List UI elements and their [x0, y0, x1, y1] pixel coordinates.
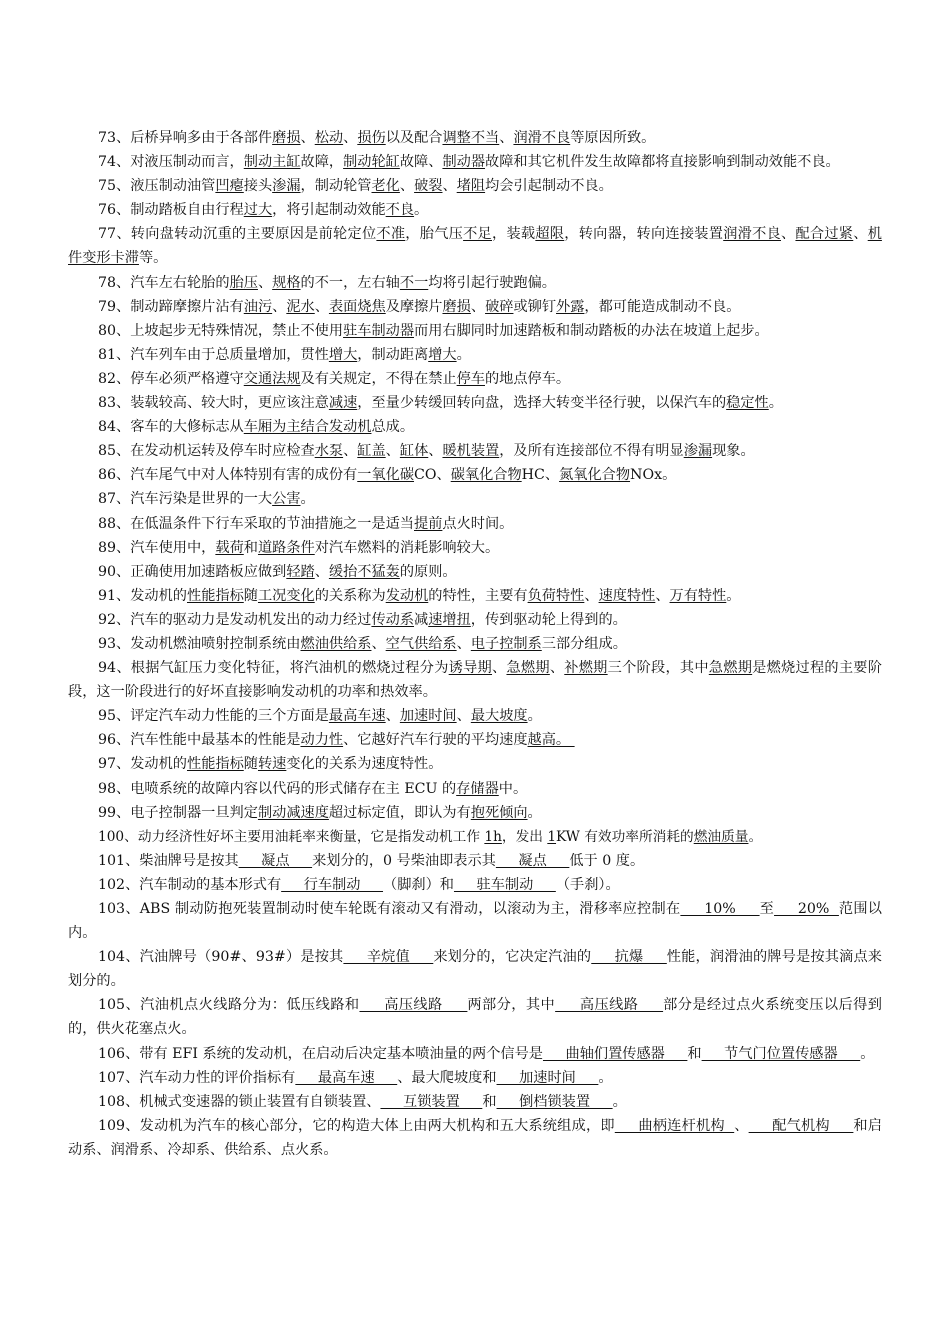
question-text: 、: [499, 130, 514, 146]
answer-blank: 性能指标: [187, 587, 244, 604]
answer-blank: 诱导期: [448, 660, 493, 677]
answer-blank: 碳氧化合物: [450, 467, 522, 484]
question-text: 。: [527, 804, 542, 821]
question-text: 、最大爬坡度和: [397, 1069, 497, 1086]
answer-blank: 制动轮缸: [343, 154, 400, 171]
answer-blank: 制动器: [442, 154, 486, 171]
answer-blank: 车厢为主结合发动机: [243, 419, 372, 436]
answer-blank: 损伤: [357, 130, 386, 146]
answer-blank: 存储器: [456, 780, 499, 797]
question-item: [68, 1090, 882, 1114]
answer-blank: 凹瘪: [215, 178, 244, 195]
answer-blank: 油污: [243, 298, 273, 315]
question-text: 86、汽车尾气中对人体特别有害的成份有: [98, 467, 358, 484]
question-text: 101、柴油牌号是按其: [98, 852, 239, 869]
answer-blank: 驻车制动: [453, 876, 556, 893]
answer-blank: 减速: [328, 395, 358, 412]
question-text: 94、根据气缸压力变化特征，将汽油机的燃烧过程分为: [98, 660, 449, 677]
question-text: 等。: [138, 250, 168, 267]
question-item: [68, 560, 882, 584]
question-text: 88、在低温条件下行车采取的节油措施之一是适当: [98, 515, 414, 532]
question-text: 而用右脚同时加速踏板和制动踏板的办法在坡道上起步。: [414, 322, 769, 339]
question-text: ，将引起制动效能: [272, 202, 386, 219]
answer-blank: 急燃期: [506, 660, 550, 677]
question-text: 。: [768, 395, 783, 412]
answer-blank: 润滑不良: [513, 130, 571, 146]
answer-blank: 急燃期: [708, 660, 753, 677]
answer-blank: 渗漏: [272, 178, 301, 195]
question-text: 、: [492, 660, 507, 677]
question-item: [68, 801, 882, 825]
question-text: 。: [748, 828, 763, 845]
question-text: 108、机械式变速器的锁止装置有自锁装置、: [98, 1093, 381, 1110]
answer-blank: 泥水: [286, 298, 315, 315]
question-text: 。: [414, 202, 429, 219]
question-text: 、: [853, 226, 868, 243]
question-item: [68, 704, 882, 728]
question-text: 93、发动机燃油喷射控制系统由: [98, 635, 301, 652]
question-text: 100、动力经济性好坏主要用油耗率来衡量，它是指发动机工作: [98, 828, 485, 845]
question-text: 99、电子控制器一旦判定: [98, 804, 258, 821]
question-text: 84、客车的大修标志从: [98, 419, 244, 436]
question-text: 的关系称为: [314, 587, 386, 604]
question-text: HC、: [521, 467, 560, 484]
answer-blank: 磨损: [442, 298, 471, 315]
question-text: 。: [527, 708, 542, 725]
question-text: ，转向器，转向连接装置: [564, 226, 724, 243]
question-text: 92、汽车的驱动力是发动机发出的动力经过: [98, 611, 372, 628]
answer-blank: 凝点: [495, 852, 570, 869]
question-text: 、: [300, 130, 315, 146]
question-text: 79、制动蹄摩擦片沾有: [98, 298, 244, 315]
question-text: （脚刹）和: [383, 876, 454, 893]
answer-blank: 速增扭: [428, 611, 471, 628]
question-text: 的地点停车。: [484, 370, 571, 387]
answer-blank: 行车制动: [281, 876, 384, 893]
answer-blank: 燃油供给系: [300, 635, 372, 652]
question-text: 是燃烧过程的主要阶段，这一阶段进行的好坏直接影响发动机的功率和热效率。: [68, 660, 882, 701]
answer-blank: 堵阻: [456, 178, 486, 195]
question-item: [68, 752, 882, 776]
question-text: 、: [734, 1117, 749, 1134]
question-text: 98、电喷系统的故障内容以代码的形式储存在主 ECU 的: [98, 780, 457, 797]
answer-blank: 1h: [484, 828, 502, 845]
answer-blank: 轻踏: [286, 563, 315, 580]
answer-blank: 互锁装置: [380, 1093, 483, 1110]
answer-blank: 越高。: [527, 732, 575, 749]
question-text: 76、制动踏板自由行程: [98, 202, 244, 219]
question-text: 随: [243, 587, 258, 604]
answer-blank: 最高车速: [328, 708, 386, 725]
question-text: 102、汽车制动的基本形式有: [98, 876, 282, 893]
question-item: [68, 271, 882, 295]
question-text: 和启动系、润滑系、冷却系、供给系、点火系。: [68, 1117, 882, 1158]
question-text: 范围以内。: [68, 901, 882, 942]
question-item: [68, 1066, 882, 1090]
question-text: 对汽车燃料的消耗影响较大。: [314, 539, 500, 556]
question-item: [68, 656, 882, 704]
question-text: ，传到驱动轮上得到的。: [470, 611, 627, 628]
question-text: 、: [399, 178, 415, 195]
question-text: 109、发动机为汽车的核心部分，它的构造大体上由两大机构和五大系统组成，即: [98, 1117, 615, 1134]
answer-blank: 不足: [463, 226, 492, 243]
question-item: [68, 777, 882, 801]
question-text: 两部分，其中: [467, 997, 556, 1014]
question-item: [68, 728, 882, 752]
question-text: 至: [759, 901, 775, 917]
answer-blank: 动力性: [300, 732, 344, 749]
question-text: 、: [314, 298, 329, 315]
answer-blank: 倒档锁装置: [496, 1093, 613, 1110]
answer-blank: 发动机: [385, 587, 429, 604]
answer-blank: 加速时间: [496, 1069, 599, 1086]
answer-blank: 工况变化: [257, 587, 315, 604]
answer-blank: 表面烧焦: [328, 298, 386, 315]
question-item: [68, 439, 882, 463]
question-item: [68, 536, 882, 560]
answer-blank: 缓抬不猛轰: [328, 563, 400, 580]
question-text: 91、发动机的: [98, 587, 187, 604]
answer-blank: 速度特性: [598, 587, 656, 604]
answer-blank: 松动: [314, 130, 344, 146]
question-text: 、: [428, 443, 443, 460]
question-text: ，发出: [501, 828, 548, 845]
answer-blank: 规格: [272, 274, 301, 291]
answer-blank: 制动主缸: [243, 154, 301, 171]
question-item: [68, 825, 882, 849]
answer-blank: 高压线路: [555, 997, 664, 1014]
question-text: 105、汽油机点火线路分为：低压线路和: [98, 997, 360, 1014]
question-text: 及摩擦片: [385, 298, 443, 315]
answer-blank: 一氧化碳: [357, 467, 415, 484]
answer-blank: 转速: [257, 756, 287, 773]
question-text: 97、发动机的: [98, 756, 187, 773]
answer-blank: 20%: [774, 901, 839, 917]
answer-blank: 外露: [556, 298, 585, 315]
answer-blank: 增大: [328, 346, 358, 363]
question-text: 来划分的，它决定汽油的: [433, 949, 592, 966]
answer-blank: 润滑不良: [723, 226, 781, 243]
answer-blank: 渗漏: [683, 443, 713, 460]
question-text: 89、汽车使用中，: [98, 539, 216, 556]
question-item: [68, 367, 882, 391]
answer-blank: 不良: [385, 202, 415, 219]
question-text: 点火时间。: [442, 515, 514, 532]
answer-blank: 抗爆: [591, 949, 667, 966]
question-text: 总成。: [371, 419, 415, 436]
question-text: ，制动距离: [357, 346, 429, 363]
answer-blank: 配合过紧: [795, 226, 854, 243]
answer-blank: 暖机装置: [442, 443, 500, 460]
question-text: 三个阶段，其中: [607, 660, 709, 677]
answer-blank: 曲柄连杆机构: [614, 1117, 735, 1134]
answer-blank: 磨损: [272, 130, 301, 146]
question-text: 103、ABS 制动防抱死装置制动时使车轮既有滚动又有滑动，以滚动为主，滑移率应控制在: [98, 901, 681, 917]
question-text: 变化的关系为速度特性。: [286, 756, 443, 773]
question-text: 、: [385, 443, 400, 460]
question-text: 、: [584, 587, 599, 604]
answer-blank: 传动系: [371, 611, 415, 628]
question-text: 。: [726, 587, 741, 604]
answer-blank: 载荷: [215, 539, 244, 556]
question-text: 83、装载较高、较大时，更应该注意: [98, 395, 329, 412]
question-item: [68, 174, 882, 198]
question-item: [68, 415, 882, 439]
answer-blank: 驻车制动器: [343, 322, 415, 339]
question-text: 以及配合: [385, 130, 443, 146]
question-text: 。: [612, 1093, 627, 1110]
answer-blank: 缸体: [399, 443, 429, 460]
answer-blank: 辛烷值: [343, 949, 434, 966]
question-text: 、: [385, 708, 400, 725]
answer-blank: 公害: [272, 491, 301, 508]
question-text: 的特性，主要有: [428, 587, 528, 604]
question-text: 107、汽车动力性的评价指标有: [98, 1069, 296, 1086]
answer-blank: 最高车速: [295, 1069, 398, 1086]
answer-blank: 不一: [399, 274, 429, 291]
question-text: 来划分的，0 号柴油即表示其: [312, 852, 496, 869]
answer-blank: 电子控制系: [470, 635, 542, 652]
answer-blank: 超限: [535, 226, 565, 243]
question-text: NOx。: [630, 467, 677, 484]
answer-blank: 破碎: [485, 298, 514, 315]
question-text: 、: [257, 274, 273, 291]
question-text: 、: [371, 635, 386, 652]
question-text: 77、转向盘转动沉重的主要原因是前轮定位: [98, 226, 377, 243]
question-item: [68, 126, 882, 150]
question-text: 中。: [498, 780, 528, 797]
question-text: 性能，润滑油的牌号是按其滴点来划分的。: [68, 949, 882, 990]
answer-blank: 凝点: [238, 852, 313, 869]
answer-blank: 最大坡度: [470, 708, 528, 725]
question-item: [68, 849, 882, 873]
question-item: [68, 1042, 882, 1066]
answer-blank: 过大: [243, 202, 273, 219]
question-item: [68, 993, 882, 1041]
question-item: [68, 897, 882, 945]
answer-blank: 胎压: [229, 274, 258, 291]
question-text: 104、汽油牌号（90#、93#）是按其: [98, 949, 344, 966]
question-item: [68, 222, 882, 270]
question-text: 。: [456, 346, 471, 363]
question-text: 减: [414, 611, 429, 628]
answer-blank: 节气门位置传感器: [701, 1045, 861, 1062]
question-text: 78、汽车左右轮胎的: [98, 274, 230, 291]
answer-blank: 氮氧化合物: [559, 467, 631, 484]
question-text: 等原因所致。: [570, 130, 656, 146]
question-text: 接头: [243, 178, 273, 195]
question-text: 96、汽车性能中最基本的性能是: [98, 732, 301, 749]
question-text: 和: [243, 539, 258, 556]
answer-blank: 抱死倾向: [470, 804, 528, 821]
question-item: [68, 295, 882, 319]
question-text: 。: [860, 1045, 875, 1062]
answer-blank: 配气机构: [748, 1117, 854, 1134]
answer-blank: 交通法规: [243, 370, 301, 387]
answer-blank: 1: [547, 828, 557, 845]
answer-blank: 增大: [428, 346, 457, 363]
answer-blank: 加速时间: [399, 708, 457, 725]
question-text: 、: [314, 563, 329, 580]
question-text: 故障、: [399, 154, 443, 171]
question-text: 、: [343, 443, 358, 460]
question-item: [68, 608, 882, 632]
question-text: 均会引起制动不良。: [485, 178, 613, 195]
question-item: [68, 512, 882, 536]
question-item: [68, 584, 882, 608]
question-text: KW 有效功率所消耗的: [556, 828, 694, 845]
answer-blank: 调整不当: [442, 130, 500, 146]
question-text: 三部分组成。: [541, 635, 627, 652]
question-text: 80、上坡起步无特殊情况，禁止不使用: [98, 322, 344, 339]
question-text: ，胎气压: [405, 226, 464, 243]
document-body: [68, 126, 882, 1162]
question-text: 、: [549, 660, 565, 677]
question-item: [68, 873, 882, 897]
question-item: [68, 150, 882, 174]
question-text: 和: [687, 1045, 702, 1062]
question-text: 85、在发动机运转及停车时应检查: [98, 443, 315, 460]
question-item: [68, 1114, 882, 1162]
answer-blank: 制动减速度: [257, 804, 329, 821]
question-text: 均将引起行驶跑偏。: [428, 274, 556, 291]
question-text: 、: [343, 130, 358, 146]
answer-blank: 10%: [680, 901, 760, 917]
question-text: 随: [243, 756, 258, 773]
answer-blank: 水泵: [314, 443, 344, 460]
answer-blank: 稳定性: [726, 395, 769, 412]
question-text: 、: [456, 708, 471, 725]
answer-blank: 性能指标: [187, 756, 244, 773]
question-text: ，至量少转缓回转向盘，选择大转变半径行驶，以保汽车的: [357, 395, 727, 412]
question-item: [68, 487, 882, 511]
question-text: 90、正确使用加速踏板应做到: [98, 563, 287, 580]
question-text: 106、带有 EFI 系统的发动机，在启动后决定基本喷油量的两个信号是: [98, 1045, 543, 1062]
question-text: 、: [781, 226, 796, 243]
answer-blank: 机件变形卡滞: [68, 226, 882, 267]
answer-blank: 高压线路: [359, 997, 468, 1014]
question-text: 故障和其它机件发生故障都将直接影响到制动效能不良。: [485, 154, 840, 171]
question-text: 74、对液压制动而言，: [98, 154, 244, 171]
question-text: 、: [655, 587, 670, 604]
question-text: 95、评定汽车动力性能的三个方面是: [98, 708, 329, 725]
answer-blank: 补燃期: [564, 660, 608, 677]
question-text: ，制动轮管: [300, 178, 372, 195]
question-text: 部分是经过点火系统变压以后得到的，供火花塞点火。: [68, 997, 882, 1038]
answer-blank: 缸盖: [357, 443, 386, 460]
answer-blank: 提前: [414, 515, 443, 532]
question-item: [68, 198, 882, 222]
answer-blank: 不准: [376, 226, 406, 243]
question-text: 的原则。: [399, 563, 457, 580]
question-text: 、: [272, 298, 287, 315]
question-item: [68, 632, 882, 656]
question-item: [68, 463, 882, 487]
question-text: 。: [598, 1069, 613, 1086]
question-text: ，装载: [492, 226, 536, 243]
question-text: 、: [456, 635, 471, 652]
question-text: ，及所有连接部位不得有明显: [499, 443, 684, 460]
answer-blank: 停车: [456, 370, 485, 387]
question-text: 81、汽车列车由于总质量增加，贯性: [98, 346, 329, 363]
question-text: 、它越好汽车行驶的平均速度: [343, 732, 528, 749]
question-text: 故障，: [300, 154, 344, 171]
question-text: （手刹）。: [555, 876, 620, 893]
question-text: 和: [482, 1093, 497, 1110]
question-item: [68, 343, 882, 367]
question-text: 及有关规定，不得在禁止: [300, 370, 457, 387]
question-text: 或铆钉: [513, 298, 557, 315]
answer-blank: 破裂: [414, 178, 443, 195]
answer-blank: 万有特性: [669, 587, 727, 604]
question-text: 、: [442, 178, 457, 195]
question-text: 低于 0 度。: [569, 852, 645, 869]
question-item: [68, 319, 882, 343]
answer-blank: 老化: [371, 178, 400, 195]
question-text: 75、液压制动油管: [98, 178, 216, 195]
question-text: ，都可能造成制动不良。: [584, 298, 741, 315]
question-text: 、: [470, 298, 486, 315]
question-text: 的不一，左右轴: [300, 274, 400, 291]
question-text: 87、汽车污染是世界的一大: [98, 491, 273, 508]
answer-blank: 负荷特性: [527, 587, 585, 604]
question-text: 82、停车必须严格遵守: [98, 370, 244, 387]
answer-blank: 道路条件: [257, 539, 315, 556]
question-text: 。: [300, 491, 315, 508]
answer-blank: 空气供给系: [385, 635, 457, 652]
question-text: 现象。: [712, 443, 755, 460]
question-text: 73、后桥异响多由于各部件: [98, 130, 273, 146]
question-item: [68, 391, 882, 415]
question-item: [68, 945, 882, 993]
answer-blank: 燃油质量: [693, 828, 749, 845]
question-text: CO、: [414, 467, 451, 484]
question-text: 超过标定值，即认为有: [328, 804, 471, 821]
answer-blank: 曲轴们置传感器: [542, 1045, 688, 1062]
